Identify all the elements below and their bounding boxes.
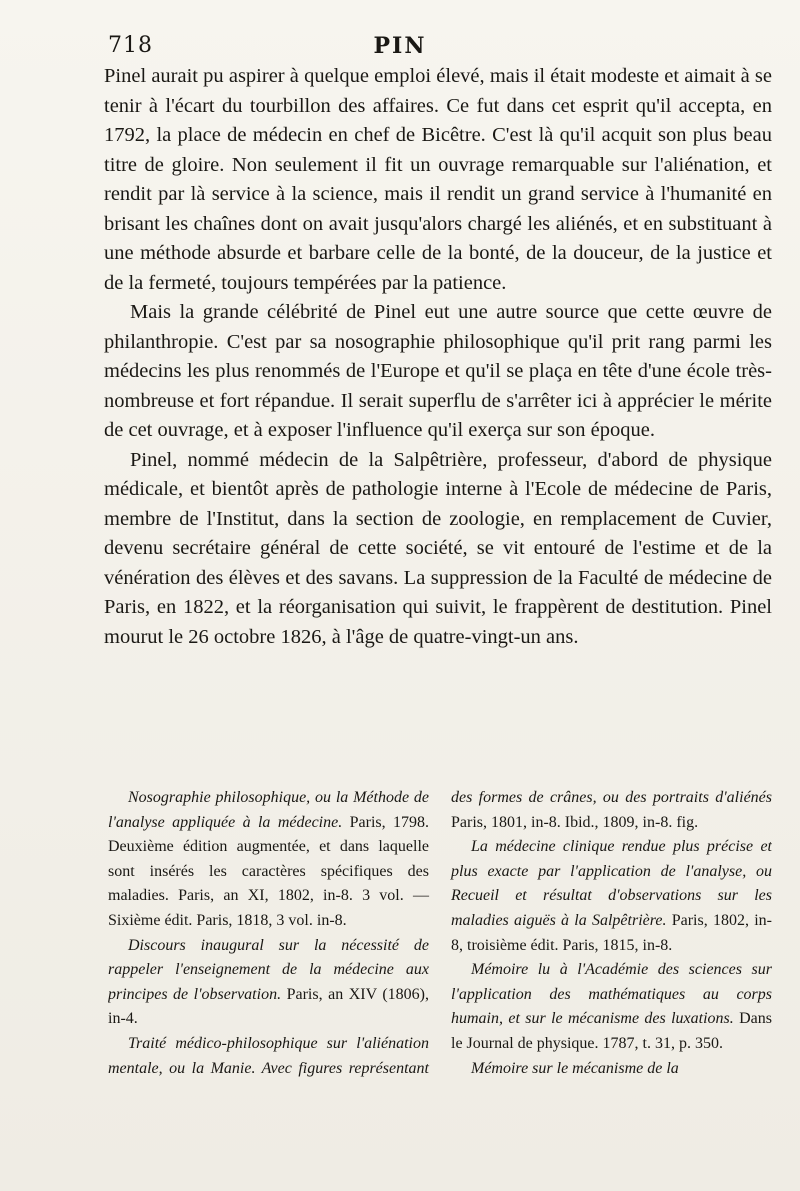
main-text	[104, 62, 772, 652]
paragraph: Pinel, nommé médecin de la Salpêtrière, professeur, d'abord de physique médicale, et bientôt après de pathologie interne à l'Ecole de médecine de Paris, membre de l'Institut, dans la section de zoologie, en remplacement de Cuvier, devenu secrétaire général de cette société, se vit entouré de l'estime et de la vénération des élèves et des savans. La suppression de la Faculté de médecine de Paris, en 1822, et la réorganisation qui suivit, le frappèrent de destitution. Pinel mourut le 26 octobre 1826, à l'âge de quatre-vingt-un ans.	[104, 448, 772, 648]
page-header	[0, 33, 800, 59]
bibliography-entry	[451, 835, 772, 958]
bibliography	[108, 786, 772, 1176]
work-details: Paris, 1798. Deuxième édition augmentée, et dans laquelle sont insérés les caractères spécifiques des maladies. Paris, an XI, 1802, in-8. 3 vol. — Sixième édit. Paris, 1818, 3 vol. in-8.	[108, 813, 430, 929]
page-number: 718	[108, 33, 153, 58]
bibliography-entry	[451, 958, 772, 1056]
work-details: Paris, 1802, in-8, troisième édit. Paris, 1815, in-8.	[451, 911, 772, 954]
work-details: Dans le Journal de physique. 1787, t. 31, p. 350.	[451, 1010, 772, 1052]
work-title: Mémoire sur le mécanisme de la	[471, 1059, 679, 1077]
work-title: Traité médico-philosophique sur l'aliénation mentale, ou la Manie. Avec figures représentant des formes de crânes, ou des portraits d'aliénés	[108, 789, 772, 1077]
bibliography-entry	[108, 934, 429, 1032]
work-title: Mémoire lu à l'Académie des sciences sur l'application des mathématiques au corps humain, et sur le mécanisme des luxations.	[451, 961, 772, 1028]
work-details: Paris, 1801, in-8. Ibid., 1809, in-8. fig.	[451, 813, 699, 831]
bibliography-entry	[451, 1057, 772, 1082]
work-title: Discours inaugural sur la nécessité de rappeler l'enseignement de la médecine aux principes de l'observation.	[108, 936, 429, 1003]
paragraph: Pinel aurait pu aspirer à quelque emploi élevé, mais il était modeste et aimait à se tenir à l'écart du tourbillon des affaires. Ce fut dans cet esprit qu'il accepta, en 1792, la place de médecin en chef de Bicêtre. C'est là qu'il acquit son plus beau titre de gloire. Non seulement il fit un ouvrage remarquable sur l'aliénation, et rendit par là service à la science, mais il rendit un grand service à l'humanité en brisant les chaînes dont on avait jusqu'alors chargé les aliénés, et en substituant à une méthode absurde et barbare celle de la bonté, de la douceur, de la justice et de la fermeté, toujours tempérées par la patience.	[104, 65, 772, 294]
bibliography-entry	[108, 786, 429, 934]
paragraph: Mais la grande célébrité de Pinel eut une autre source que cette œuvre de philanthropie. C'est par sa nosographie philosophique qu'il prit rang parmi les médecins les plus renommés de l'Europe et qu'il se plaça en tête d'une école très-nombreuse et fort répandue. Il serait superflu de s'arrêter ici à apprécier le mérite de cet ouvrage, et à exposer l'influence qu'il exerça sur son époque.	[104, 301, 772, 441]
running-head: PIN	[373, 33, 427, 59]
work-details: Paris, an XIV (1806), in-4.	[108, 985, 430, 1028]
work-title: La médecine clinique rendue plus précise et plus exacte par l'application de l'analyse, ou Recueil et résultat d'observations sur les maladies aiguës à la Salpêtrière.	[451, 838, 772, 929]
work-title: Nosographie philosophique, ou la Méthode de l'analyse appliquée à la médecine.	[108, 789, 429, 831]
